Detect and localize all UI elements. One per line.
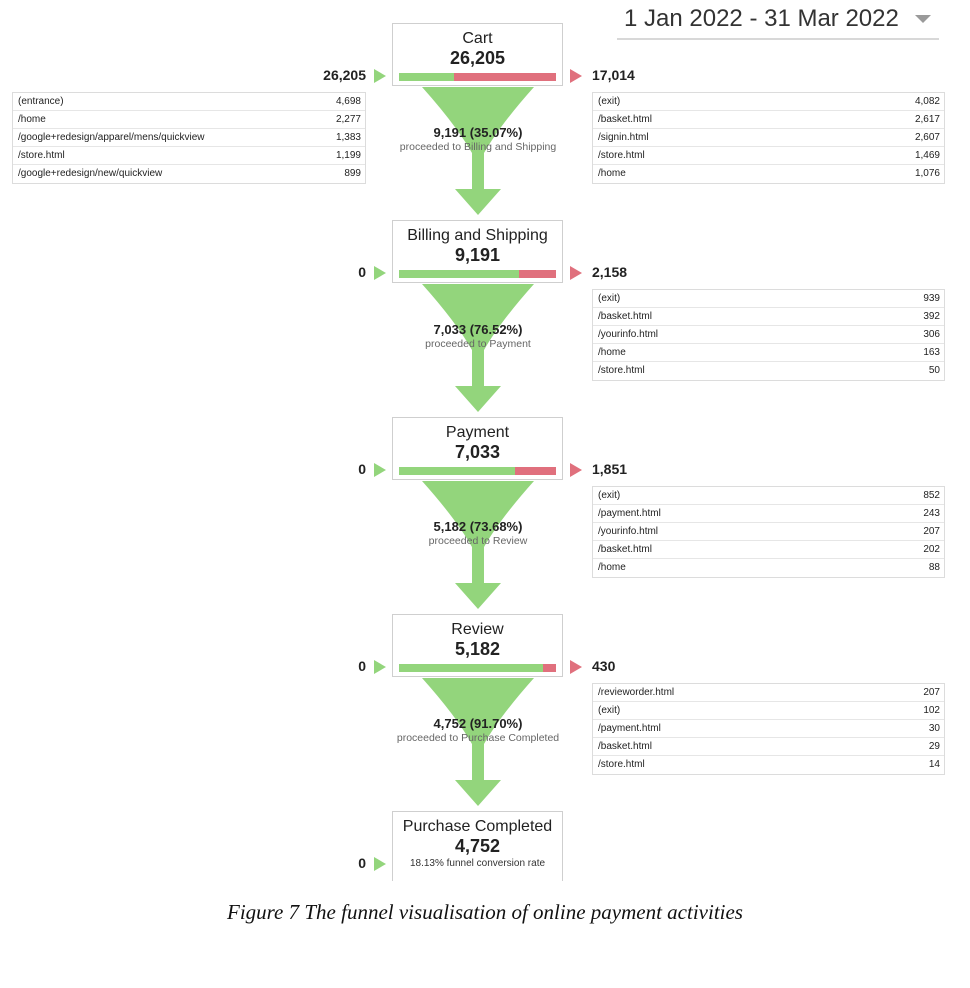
exits-count: 2,158 [592,264,628,280]
row-path: /basket.html [598,544,652,555]
proceeded-label: proceeded to Payment [425,338,531,350]
retention-bar [399,467,556,475]
row-value: 4,698 [335,96,361,107]
entry-arrow-icon [374,857,386,871]
proceeded-count: 4,752 (91.70%) [433,716,523,731]
funnel-step-purchase-completed [0,788,970,988]
date-range-text: 1 Jan 2022 - 31 Mar 2022 [624,5,899,32]
table-row[interactable] [593,165,944,183]
funnel-step-payment [0,394,970,594]
row-path: /home [598,562,626,573]
retention-bar-fill [399,467,515,475]
entry-arrow-icon [374,660,386,674]
row-value: 939 [923,293,940,304]
table-row[interactable] [593,720,944,738]
table-row[interactable] [13,129,365,147]
entries-count: 0 [358,461,366,477]
row-value: 14 [928,759,940,770]
proceeded-count: 9,191 (35.07%) [433,125,523,140]
entries-count: 26,205 [323,67,366,83]
retention-bar [399,73,556,81]
row-path: /home [598,168,626,179]
proceeded-label: proceeded to Billing and Shipping [399,141,557,153]
row-value: 306 [923,329,940,340]
entry-arrow-icon [374,463,386,477]
funnel-step-billing-shipping [0,197,970,397]
row-path: /store.html [598,150,645,161]
row-path: (exit) [598,490,621,501]
step-name: Cart [462,30,493,47]
table-row[interactable] [593,487,944,505]
table-row[interactable] [593,541,944,559]
funnel-step-cart [0,0,970,200]
row-path: /basket.html [598,114,652,125]
table-row[interactable] [593,523,944,541]
row-path: /payment.html [598,508,661,519]
proceeded-count: 7,033 (76.52%) [433,322,523,337]
table-row[interactable] [593,308,944,326]
step-count: 4,752 [454,836,501,856]
entry-sources-table [12,92,366,184]
entries-count: 0 [358,855,366,871]
row-value: 852 [923,490,940,501]
row-path: /basket.html [598,741,652,752]
step-name: Billing and Shipping [407,227,548,244]
proceeded-info [378,519,578,548]
table-row[interactable] [593,147,944,165]
row-value: 163 [923,347,940,358]
table-row[interactable] [593,344,944,362]
row-path: (exit) [598,96,621,107]
row-value: 899 [344,168,361,179]
retention-bar-fill [399,73,454,81]
step-count: 7,033 [454,442,501,462]
row-path: /yourinfo.html [598,329,659,340]
row-value: 2,277 [335,114,361,125]
step-box[interactable] [392,23,563,86]
row-value: 102 [923,705,940,716]
proceeded-label: proceeded to Review [428,535,528,547]
proceeded-info [378,125,578,154]
entry-arrow-icon [374,266,386,280]
exits-count: 1,851 [592,461,628,477]
exit-arrow-icon [570,266,582,280]
retention-bar [399,270,556,278]
funnel-conversion-rate: 18.13% funnel conversion rate [409,858,546,869]
row-value: 243 [923,508,940,519]
exit-arrow-icon [570,660,582,674]
row-path: /signin.html [598,132,649,143]
row-path: /revieworder.html [598,687,675,698]
table-row[interactable] [593,326,944,344]
row-path: (exit) [598,705,621,716]
entry-arrow-icon [374,69,386,83]
table-row[interactable] [593,505,944,523]
step-name: Payment [445,424,510,441]
table-row[interactable] [593,93,944,111]
row-path: /google+redesign/apparel/mens/quickview [18,132,205,143]
figure-caption: Figure 7 The funnel visualisation of online payment activities [227,900,743,924]
row-path: /store.html [598,759,645,770]
step-box[interactable] [392,811,563,881]
proceeded-info [378,322,578,351]
exit-arrow-icon [570,463,582,477]
row-value: 1,469 [914,150,940,161]
step-box[interactable] [392,417,563,480]
row-path: /yourinfo.html [598,526,659,537]
row-path: (entrance) [18,96,64,107]
table-row[interactable] [593,362,944,380]
table-row[interactable] [593,756,944,774]
step-box[interactable] [392,614,563,677]
table-row[interactable] [593,111,944,129]
row-path: /basket.html [598,311,652,322]
exit-destinations-table [592,683,945,775]
row-value: 88 [928,562,940,573]
proceeded-info [378,716,578,745]
row-path: /home [598,347,626,358]
entries-count: 0 [358,264,366,280]
row-value: 207 [923,687,940,698]
row-value: 30 [928,723,940,734]
table-row[interactable] [593,290,944,308]
step-count: 5,182 [454,639,501,659]
row-value: 1,383 [335,132,361,143]
proceeded-label: proceeded to Purchase Completed [396,732,560,744]
step-name: Purchase Completed [402,818,553,835]
table-row[interactable] [593,684,944,702]
row-path: /store.html [598,365,645,376]
retention-bar-fill [399,664,543,672]
retention-bar [399,664,556,672]
table-row[interactable] [593,559,944,577]
exit-destinations-table [592,486,945,578]
exit-arrow-icon [570,69,582,83]
table-row[interactable] [13,165,365,183]
retention-bar-fill [399,270,519,278]
row-value: 2,617 [914,114,940,125]
row-value: 202 [923,544,940,555]
table-row[interactable] [593,702,944,720]
row-value: 4,082 [914,96,940,107]
row-value: 50 [928,365,940,376]
row-value: 392 [923,311,940,322]
row-value: 29 [928,741,940,752]
table-row[interactable] [593,129,944,147]
row-path: /store.html [18,150,65,161]
exit-destinations-table [592,92,945,184]
step-count: 26,205 [449,48,506,68]
table-row[interactable] [593,738,944,756]
step-name: Review [451,621,504,638]
funnel-step-review [0,591,970,791]
exit-destinations-table [592,289,945,381]
entries-count: 0 [358,658,366,674]
proceeded-count: 5,182 (73.68%) [433,519,523,534]
row-value: 207 [923,526,940,537]
table-row[interactable] [13,111,365,129]
table-row[interactable] [13,147,365,165]
step-box[interactable] [392,220,563,283]
table-row[interactable] [13,93,365,111]
step-count: 9,191 [454,245,501,265]
row-path: (exit) [598,293,621,304]
row-path: /payment.html [598,723,661,734]
row-path: /google+redesign/new/quickview [18,168,163,179]
row-value: 1,199 [335,150,361,161]
row-value: 2,607 [914,132,940,143]
row-value: 1,076 [914,168,940,179]
row-path: /home [18,114,46,125]
exits-count: 17,014 [592,67,635,83]
exits-count: 430 [592,658,616,674]
